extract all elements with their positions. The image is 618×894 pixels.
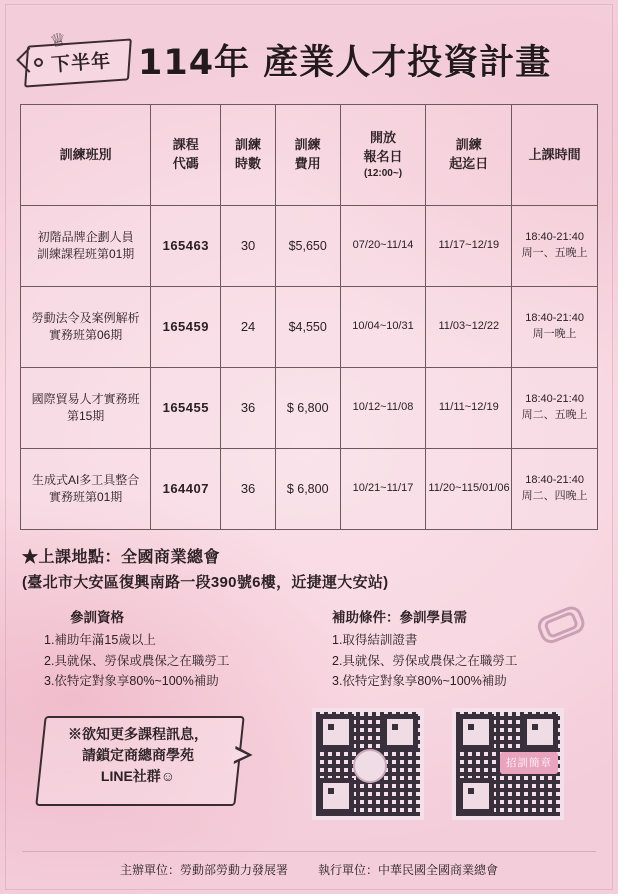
bottom-section: [22, 702, 596, 830]
table-row: [21, 368, 598, 449]
cell-hours: 30: [221, 206, 275, 287]
qr-finder-icon: [458, 714, 494, 750]
qr-code-line-community[interactable]: [312, 708, 424, 820]
poster-header: [20, 24, 598, 96]
footer: [0, 861, 618, 878]
half-year-tag: [20, 28, 132, 86]
col-header-open-date: 開放 報名日 (12:00~): [340, 105, 426, 206]
cell-fee: $ 6,800: [275, 368, 340, 449]
cell-training-period: 11/20~115/01/06: [426, 449, 512, 530]
cell-course-code: 165455: [151, 368, 221, 449]
qr-code-brochure[interactable]: [452, 708, 564, 820]
cell-class-name: 生成式AI多工具整合 實務班第01期: [21, 449, 151, 530]
cell-hours: 36: [221, 449, 275, 530]
qr-finder-icon: [318, 778, 354, 814]
cell-course-code: 164407: [151, 449, 221, 530]
eligibility-columns: [22, 606, 596, 692]
col-header-fee: 訓練 費用: [275, 105, 340, 206]
cell-open-date: 10/12~11/08: [340, 368, 426, 449]
eligibility-list: [44, 630, 308, 692]
table-row: [21, 449, 598, 530]
qr-finder-icon: [382, 714, 418, 750]
page-title: 114年 產業人才投資計畫: [138, 43, 552, 83]
cell-fee: $5,650: [275, 206, 340, 287]
col-header-class-time: 上課時間: [512, 105, 598, 206]
cell-class-name: 國際貿易人才實務班 第15期: [21, 368, 151, 449]
cell-hours: 24: [221, 287, 275, 368]
cell-open-date: 07/20~11/14: [340, 206, 426, 287]
footer-executor: 執行單位：中華民國全國商業總會: [318, 863, 499, 877]
subsidy-heading: 補助條件：參訓學員需: [332, 610, 467, 625]
list-item: 2.具就保、勞保或農保之在職勞工: [332, 653, 518, 668]
eligibility-block: [22, 606, 308, 692]
col-header-code: 課程 代碼: [151, 105, 221, 206]
table-header-row: [21, 105, 598, 206]
col-header-hours: 訓練 時數: [221, 105, 275, 206]
qr-finder-icon: [522, 714, 558, 750]
cell-course-code: 165459: [151, 287, 221, 368]
col-header-class: 訓練班別: [21, 105, 151, 206]
course-table-container: [20, 104, 598, 530]
cell-class-name: 勞動法令及案例解析 實務班第06期: [21, 287, 151, 368]
cell-fee: $4,550: [275, 287, 340, 368]
venue-line: ★上課地點：全國商業總會: [22, 549, 221, 566]
footer-organizer: 主辦單位：勞動部勞動力發展署: [119, 863, 288, 877]
crown-icon: ♕: [48, 28, 68, 52]
table-row: [21, 206, 598, 287]
list-item: 3.依特定對象享80%~100%補助: [332, 674, 507, 689]
eligibility-heading: 參訓資格: [70, 610, 124, 625]
cell-training-period: 11/11~12/19: [426, 368, 512, 449]
cell-class-name: 初階品牌企劃人員 訓練課程班第01期: [21, 206, 151, 287]
cell-class-time: 18:40-21:40 周二、四晚上: [512, 449, 598, 530]
qr-finder-icon: [458, 778, 494, 814]
cell-hours: 36: [221, 368, 275, 449]
venue-address: (臺北市大安區復興南路一段390號6樓，近捷運大安站): [22, 574, 389, 591]
table-row: [21, 287, 598, 368]
bubble-tail-icon: [234, 746, 254, 764]
cell-fee: $ 6,800: [275, 449, 340, 530]
cell-class-time: 18:40-21:40 周一晚上: [512, 287, 598, 368]
cell-training-period: 11/17~12/19: [426, 206, 512, 287]
list-item: 1.取得結訓證書: [332, 633, 418, 647]
cell-class-time: 18:40-21:40 周二、五晚上: [512, 368, 598, 449]
list-item: 2.具就保、勞保或農保之在職勞工: [44, 653, 230, 668]
course-table-head: [21, 105, 598, 206]
footer-divider: [22, 851, 596, 852]
course-table: [20, 104, 598, 530]
qr-badge-label: 招訓簡章: [500, 752, 558, 774]
cell-class-time: 18:40-21:40 周一、五晚上: [512, 206, 598, 287]
col-header-training-period: 訓練 起迄日: [426, 105, 512, 206]
qr-center-logo-icon: [353, 749, 387, 783]
tag-label: 下半年: [50, 49, 112, 77]
list-item: 1.補助年滿15歲以上: [44, 633, 156, 647]
list-item: 3.依特定對象享80%~100%補助: [44, 674, 219, 689]
info-section: [22, 544, 596, 692]
line-community-text: ※欲知更多課程訊息， 請鎖定商總商學苑 LINE社群☺: [68, 725, 208, 784]
cell-open-date: 10/21~11/17: [340, 449, 426, 530]
qr-finder-icon: [318, 714, 354, 750]
cell-open-date: 10/04~10/31: [340, 287, 426, 368]
course-table-body: [21, 206, 598, 530]
cell-course-code: 165463: [151, 206, 221, 287]
cell-training-period: 11/03~12/22: [426, 287, 512, 368]
